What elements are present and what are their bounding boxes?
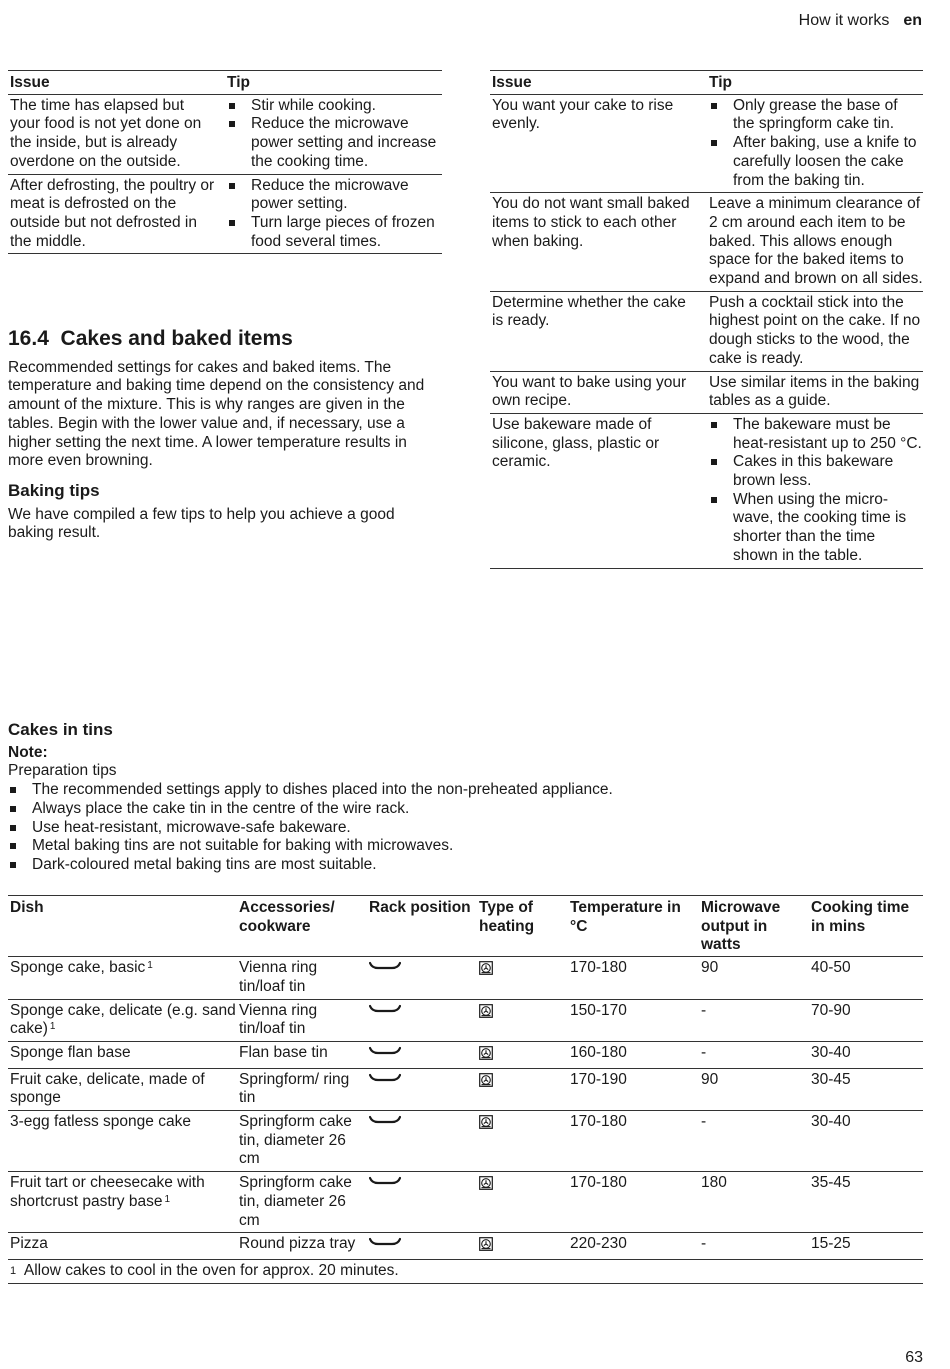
tip-cell: Leave a minimum clearance of 2 cm around each item to be baked. This allows enough space for the baked items to expand and brown on all sides. [707, 193, 923, 292]
list-item: The recommended settings apply to dishes placed into the non-preheated appliance. [8, 781, 923, 800]
issue-cell: The time has elapsed but your food is not yet done on the inside, but is already overdone on the outside. [8, 94, 225, 174]
dish-name: Fruit tart or cheesecake with shortcrust pastry base [10, 1174, 205, 1210]
temperature-cell: 170-180 [568, 1172, 699, 1233]
baking-tips-text: We have compiled a few tips to help you achieve a good baking result. [8, 505, 395, 542]
tip-item: The bakeware must be heat-resistant up to 250 °C. [709, 416, 923, 453]
issue-cell: Determine whether the cake is ready. [490, 291, 707, 371]
dish-cell [8, 1172, 237, 1233]
heating-type-cell [477, 1233, 568, 1260]
cooking-time-cell: 30-40 [809, 1041, 923, 1068]
cake-settings-table [8, 895, 923, 1284]
tip-item: Only grease the base of the springform cake tin. [709, 97, 923, 134]
rack-position-cell [367, 1068, 477, 1110]
rack-position-icon [369, 1002, 401, 1016]
hot-air-icon [479, 1237, 493, 1251]
list-item: Dark-coloured metal baking tins are most suitable. [8, 856, 923, 875]
column-header-tip: Tip [707, 71, 923, 95]
hot-air-icon [479, 1046, 493, 1060]
hot-air-icon [479, 1115, 493, 1129]
rack-position-icon [369, 959, 401, 973]
footnote-mark: 1 [10, 1264, 17, 1277]
issue-cell: You want your cake to rise evenly. [490, 94, 707, 193]
microwave-cell: - [699, 1111, 809, 1172]
dish-cell [8, 1041, 237, 1068]
table-row [490, 371, 923, 413]
header-section: How it works [798, 12, 890, 29]
microwave-cell: - [699, 1233, 809, 1260]
table-row [8, 957, 923, 999]
accessories-cell: Vienna ring tin/loaf tin [237, 957, 367, 999]
rack-position-icon [369, 1044, 401, 1058]
right-tips-table [490, 70, 923, 569]
cooking-time-cell: 15-25 [809, 1233, 923, 1260]
hot-air-icon [479, 961, 493, 975]
microwave-cell: 90 [699, 1068, 809, 1110]
dish-name: Fruit cake, delicate, made of sponge [10, 1070, 205, 1107]
tip-cell [707, 413, 923, 568]
section-cakes [8, 327, 444, 543]
dish-name: Sponge cake, basic [10, 959, 146, 977]
rack-position-cell [367, 957, 477, 999]
issue-cell: You want to bake using your own recipe. [490, 371, 707, 413]
table-row [8, 1233, 923, 1260]
dish-name: Sponge flan base [10, 1043, 131, 1061]
column-header-dish: Dish [8, 896, 237, 957]
cakes-in-tins-section [8, 721, 923, 875]
preparation-tips-list [8, 781, 923, 875]
baking-tips-heading: Baking tips [8, 480, 100, 500]
table-row [490, 193, 923, 292]
note-label: Note: [8, 743, 48, 761]
list-item: Always place the cake tin in the centre of the wire rack. [8, 800, 923, 819]
hot-air-icon [479, 1176, 493, 1190]
section-intro: Recommended settings for cakes and baked items. The temperature and baking time depend on the consistency and amount of the mixture. This is why ranges are given in the tables. Begin with the lower value and, if necessary, use a higher setting the next time. A lower temperature results in more even browning. [8, 358, 425, 470]
table-row [8, 999, 923, 1041]
tip-item: Cakes in this bakeware brown less. [709, 453, 923, 490]
list-item: Metal baking tins are not suitable for baking with microwaves. [8, 837, 923, 856]
tip-item: Reduce the microwave power setting and increase the cooking time. [227, 115, 442, 171]
tip-item: Reduce the microwave power setting. [227, 177, 442, 214]
accessories-cell: Springform cake tin, diameter 26 cm [237, 1172, 367, 1233]
column-header-microwave: Microwave output in watts [699, 896, 809, 957]
heating-type-cell [477, 999, 568, 1041]
column-header-heating-type: Type of heating [477, 896, 568, 957]
issue-cell: You do not want small baked items to stick to each other when baking. [490, 193, 707, 292]
microwave-cell: 180 [699, 1172, 809, 1233]
heating-type-cell [477, 1172, 568, 1233]
table-row [8, 1068, 923, 1110]
heating-type-cell [477, 1041, 568, 1068]
temperature-cell: 170-190 [568, 1068, 699, 1110]
accessories-cell: Springform/ ring tin [237, 1068, 367, 1110]
column-header-accessories: Accessories/ cookware [237, 896, 367, 957]
cooking-time-cell: 35-45 [809, 1172, 923, 1233]
table-row [8, 1172, 923, 1233]
cooking-time-cell: 30-45 [809, 1068, 923, 1110]
cakes-in-tins-heading: Cakes in tins [8, 720, 113, 739]
rack-position-icon [369, 1113, 401, 1127]
dish-cell [8, 1068, 237, 1110]
column-header-issue: Issue [8, 71, 225, 95]
tip-item: When using the microwave, the cooking time is shorter than the time shown in the table. [709, 491, 923, 566]
column-header-issue: Issue [490, 71, 707, 95]
hot-air-icon [479, 1073, 493, 1087]
tip-cell [707, 94, 923, 193]
table-row [8, 1041, 923, 1068]
footnote-ref: 1 [164, 1193, 171, 1205]
rack-position-icon [369, 1235, 401, 1249]
dish-name: Pizza [10, 1235, 48, 1253]
accessories-cell: Springform cake tin, diameter 26 cm [237, 1111, 367, 1172]
tip-item: Turn large pieces of frozen food several times. [227, 214, 442, 251]
rack-position-icon [369, 1071, 401, 1085]
dish-cell [8, 957, 237, 999]
tip-cell [225, 174, 442, 254]
cooking-time-cell: 30-40 [809, 1111, 923, 1172]
tip-item: After baking, use a knife to carefully loosen the cake from the baking tin. [709, 134, 923, 190]
heating-type-cell [477, 957, 568, 999]
footnote-text: Allow cakes to cool in the oven for approx. 20 minutes. [23, 1261, 399, 1279]
table-row [8, 94, 442, 174]
table-row [8, 1111, 923, 1172]
rack-position-cell [367, 1172, 477, 1233]
list-item: Use heat-resistant, microwave-safe bakeware. [8, 819, 923, 838]
footnote-ref: 1 [49, 1021, 56, 1033]
accessories-cell: Flan base tin [237, 1041, 367, 1068]
accessories-cell: Round pizza tray [237, 1233, 367, 1260]
dish-name: 3-egg fatless sponge cake [10, 1113, 191, 1131]
hot-air-icon [479, 1004, 493, 1018]
dish-cell [8, 999, 237, 1041]
rack-position-icon [369, 1174, 401, 1188]
table-row [490, 291, 923, 371]
dish-cell [8, 1111, 237, 1172]
column-header-cooking-time: Cooking time in mins [809, 896, 923, 957]
column-header-rack-position: Rack position [367, 896, 477, 957]
table-footnote [8, 1259, 923, 1283]
tip-cell [225, 94, 442, 174]
cooking-time-cell: 40-50 [809, 957, 923, 999]
page-number: 63 [905, 1349, 923, 1366]
microwave-cell: - [699, 1041, 809, 1068]
temperature-cell: 160-180 [568, 1041, 699, 1068]
temperature-cell: 170-180 [568, 957, 699, 999]
cooking-time-cell: 70-90 [809, 999, 923, 1041]
issue-cell: Use bakeware made of silicone, glass, plastic or ceramic. [490, 413, 707, 568]
rack-position-cell [367, 1041, 477, 1068]
table-row [490, 94, 923, 193]
table-row [8, 174, 442, 254]
microwave-cell: 90 [699, 957, 809, 999]
heating-type-cell [477, 1111, 568, 1172]
tip-item: Stir while cooking. [227, 97, 442, 116]
dish-cell [8, 1233, 237, 1260]
page-header [799, 12, 922, 31]
temperature-cell: 220-230 [568, 1233, 699, 1260]
rack-position-cell [367, 999, 477, 1041]
note-subtitle: Preparation tips [8, 762, 117, 780]
tip-cell: Push a cocktail stick into the highest point on the cake. If no dough sticks to the wood, the cake is ready. [707, 291, 923, 371]
issue-cell: After defrosting, the poultry or meat is defrosted on the outside but not defrosted in the middle. [8, 174, 225, 254]
table-row [490, 413, 923, 568]
temperature-cell: 150-170 [568, 999, 699, 1041]
rack-position-cell [367, 1111, 477, 1172]
temperature-cell: 170-180 [568, 1111, 699, 1172]
column-header-tip: Tip [225, 71, 442, 95]
section-heading: 16.4 Cakes and baked items [8, 327, 293, 350]
header-lang: en [903, 12, 922, 29]
heating-type-cell [477, 1068, 568, 1110]
footnote-ref: 1 [147, 960, 153, 972]
accessories-cell: Vienna ring tin/loaf tin [237, 999, 367, 1041]
tip-cell: Use similar items in the baking tables as a guide. [707, 371, 923, 413]
left-tips-table [8, 70, 442, 254]
dish-name: Sponge cake, delicate (e.g. sand cake) [10, 1001, 236, 1038]
column-header-temperature: Temperature in °C [568, 896, 699, 957]
microwave-cell: - [699, 999, 809, 1041]
rack-position-cell [367, 1233, 477, 1260]
